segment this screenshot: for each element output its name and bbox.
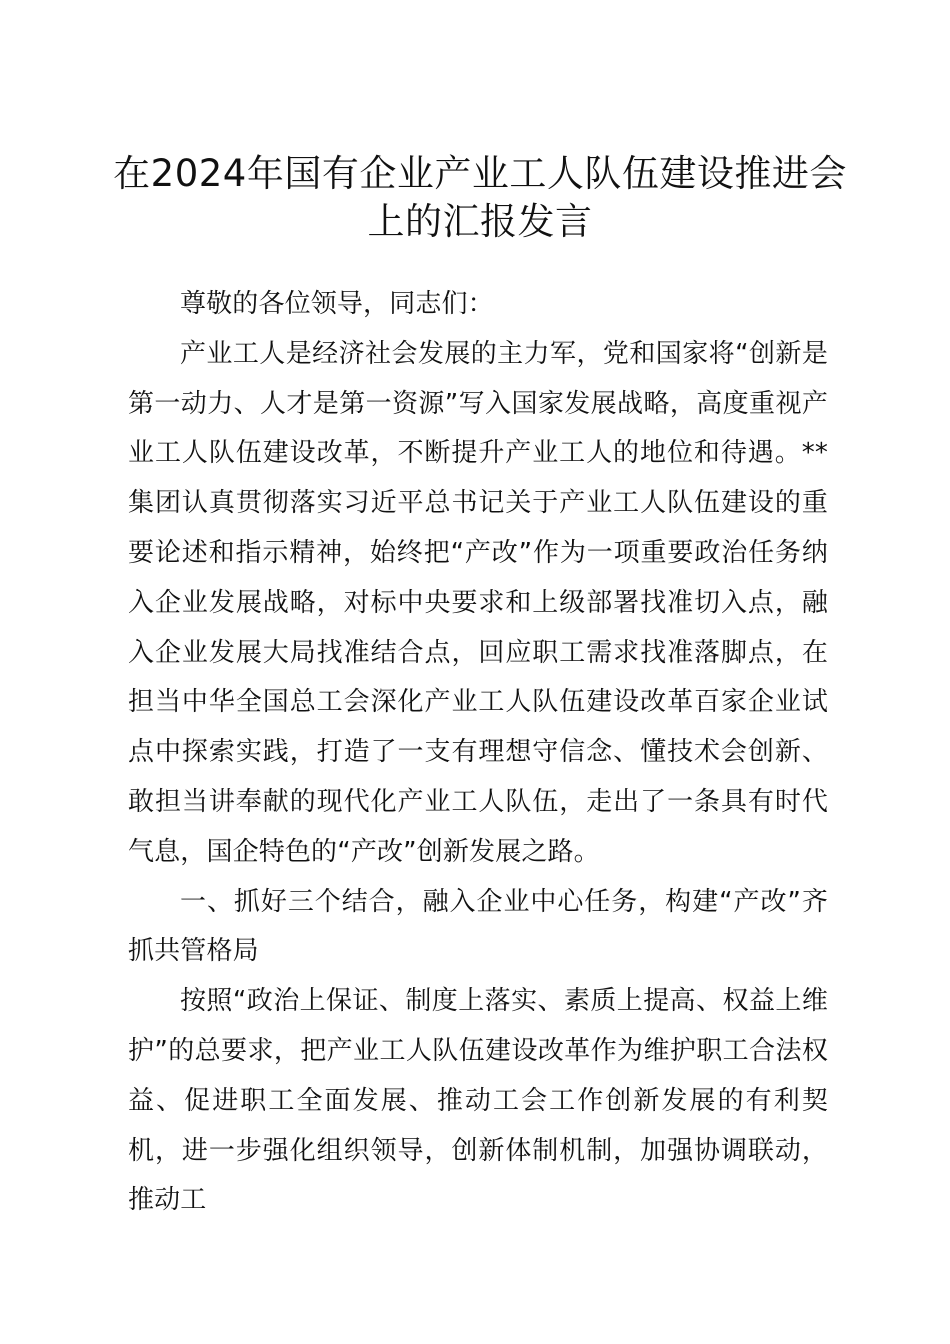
section-heading: 一、抓好三个结合，融入企业中心任务，构建“产改”齐抓共管格局 [128,886,828,967]
salutation: 尊敬的各位领导，同志们： [180,289,494,319]
section-paragraph: 按照“政治上保证、制度上落实、素质上提高、权益上维护”的总要求，把产业工人队伍建设改革作为维护职工合法权益、促进职工全面发展、推动工会工作创新发展的有利契机，进一步强化组织领导，创新体制机制，加强协调联动，推动工 [128,986,828,1216]
document-title: 在2024年国有企业产业工人队伍建设推进会上的汇报发言 [113,152,847,243]
document-body [128,280,828,1226]
paragraph-intro: 产业工人是经济社会发展的主力军，党和国家将“创新是第一动力、人才是第一资源”写入国家发展战略，高度重视产业工人队伍建设改革，不断提升产业工人的地位和待遇。**集团认真贯彻落实习近平总书记关于产业工人队伍建设的重要论述和指示精神，始终把“产改”作为一项重要政治任务纳入企业发展战略，对标中央要求和上级部署找准切入点，融入企业发展大局找准结合点，回应职工需求找准落脚点，在担当中华全国总工会深化产业工人队伍建设改革百家企业试点中探索实践，打造了一支有理想守信念、懂技术会创新、敢担当讲奉献的现代化产业工人队伍，走出了一条具有时代气息，国企特色的“产改”创新发展之路。 [128,338,828,867]
